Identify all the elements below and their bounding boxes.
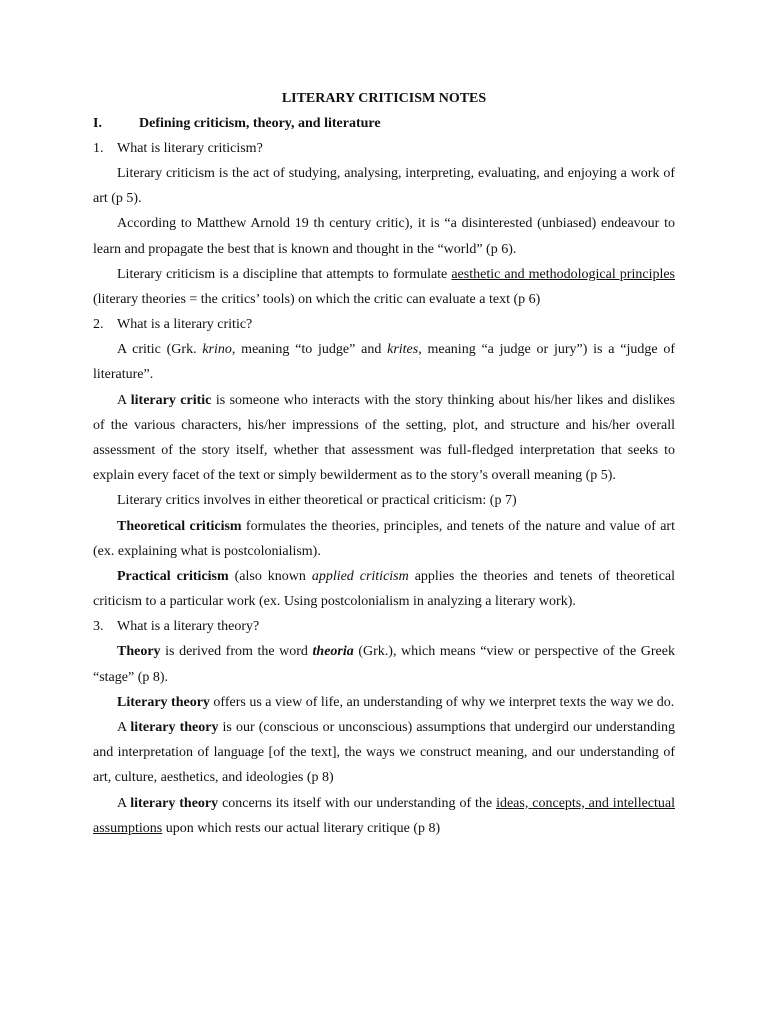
- p4-text-a: A critic (Grk.: [117, 342, 203, 358]
- p5-text-a: A: [117, 392, 131, 408]
- question-number: 2.: [93, 317, 104, 333]
- paragraph-4: [93, 337, 675, 387]
- p9-text-b: (Grk.), which means “view or perspective of the Greek “stage” (p 8).: [93, 644, 675, 685]
- p8-bold: Practical criticism: [117, 569, 229, 585]
- p8-text-b: applies the theories and tenets of theoretical criticism to a particular work (ex. Using postcolonialism in analyzing a literary work).: [93, 569, 676, 610]
- paragraph-5: [93, 388, 675, 489]
- question-1: [93, 136, 675, 161]
- p7-bold: Theoretical criticism: [117, 518, 242, 534]
- question-number: 3.: [93, 619, 104, 635]
- p9-bold-italic: theoria: [312, 644, 354, 660]
- p5-bold: literary critic: [130, 392, 212, 408]
- paragraph-3: [93, 262, 675, 312]
- p12-text-b: concerns its itself with our understanding of the: [218, 795, 497, 811]
- p11-text-b: is our (conscious or unconscious) assumptions that undergird our understanding and interpretation of language [of the text], the ways we construct meaning, and our understanding of art, culture, aesthetics, and ideologies (p 8): [93, 720, 675, 786]
- p3-underlined: aesthetic and methodological principles: [451, 266, 676, 282]
- section-heading: [93, 111, 675, 136]
- question-text: What is a literary theory?: [117, 619, 260, 635]
- question-text: What is a literary critic?: [117, 317, 253, 333]
- p4-text-b: , meaning “to judge” and: [231, 342, 388, 358]
- p3-text-a: Literary criticism is a discipline that attempts to formulate: [117, 266, 452, 282]
- question-number: 1.: [93, 141, 104, 156]
- p4-italic-1: krino: [202, 342, 232, 358]
- section-number: I.: [93, 116, 102, 131]
- p5-text-b: is someone who interacts with the story thinking about his/her likes and dislikes of the various characters, his/her impressions of the setting, plot, and structure and his/her overall assessment of the story itself, whether that assessment was full-fledged interpretation that seeks to explain every facet of the text or simply bewilderment as to the story’s overall meaning (p 5).: [93, 392, 675, 484]
- p10-bold: Literary theory: [117, 694, 210, 710]
- p4-italic-2: krites: [387, 342, 419, 358]
- p7-text-b: formulates the theories, principles, and tenets of the nature and value of art (ex. explaining what is postcolonialism).: [93, 518, 675, 559]
- p11-text-a: A: [117, 720, 131, 736]
- paragraph-7: [93, 514, 675, 564]
- section-title: Defining criticism, theory, and literature: [139, 116, 381, 131]
- paragraph-12: [93, 791, 675, 841]
- paragraph-1: Literary criticism is the act of studying, analysing, interpreting, evaluating, and enjoying a work of art (p 5).: [93, 166, 675, 207]
- p11-bold: literary theory: [130, 720, 219, 736]
- question-2: [93, 312, 675, 337]
- p12-underlined: ideas, concepts, and intellectual assumptions: [93, 795, 675, 836]
- page-title: LITERARY CRITICISM NOTES: [281, 91, 487, 106]
- p12-text-a: A: [117, 795, 131, 811]
- p9-text-a: is derived from the word: [160, 644, 313, 660]
- p8-text-a: (also known: [228, 569, 312, 585]
- p4-text-c: , meaning “a judge or jury”) is a “judge of literature”.: [93, 342, 676, 383]
- paragraph-10: [93, 690, 675, 715]
- paragraph-11: [93, 715, 675, 791]
- p3-text-b: (literary theories = the critics’ tools) on which the critic can evaluate a text (p 6): [93, 292, 541, 308]
- paragraph-2: According to Matthew Arnold 19 th century critic), it is “a disinterested (unbiased) endeavour to learn and propagate the best that is known and thought in the “world” (p 6).: [93, 216, 675, 257]
- p12-bold: literary theory: [130, 795, 219, 811]
- question-text: What is literary criticism?: [117, 141, 263, 156]
- paragraph-9: [93, 639, 675, 689]
- paragraph-8: [93, 564, 675, 614]
- p12-text-c: upon which rests our actual literary critique (p 8): [162, 820, 441, 836]
- p8-italic: applied criticism: [311, 569, 409, 585]
- paragraph-6: Literary critics involves in either theoretical or practical criticism: (p 7): [117, 493, 517, 509]
- p10-text-b: offers us a view of life, an understanding of why we interpret texts the way we do.: [209, 694, 675, 710]
- question-3: [93, 614, 675, 639]
- p9-bold: Theory: [117, 644, 161, 660]
